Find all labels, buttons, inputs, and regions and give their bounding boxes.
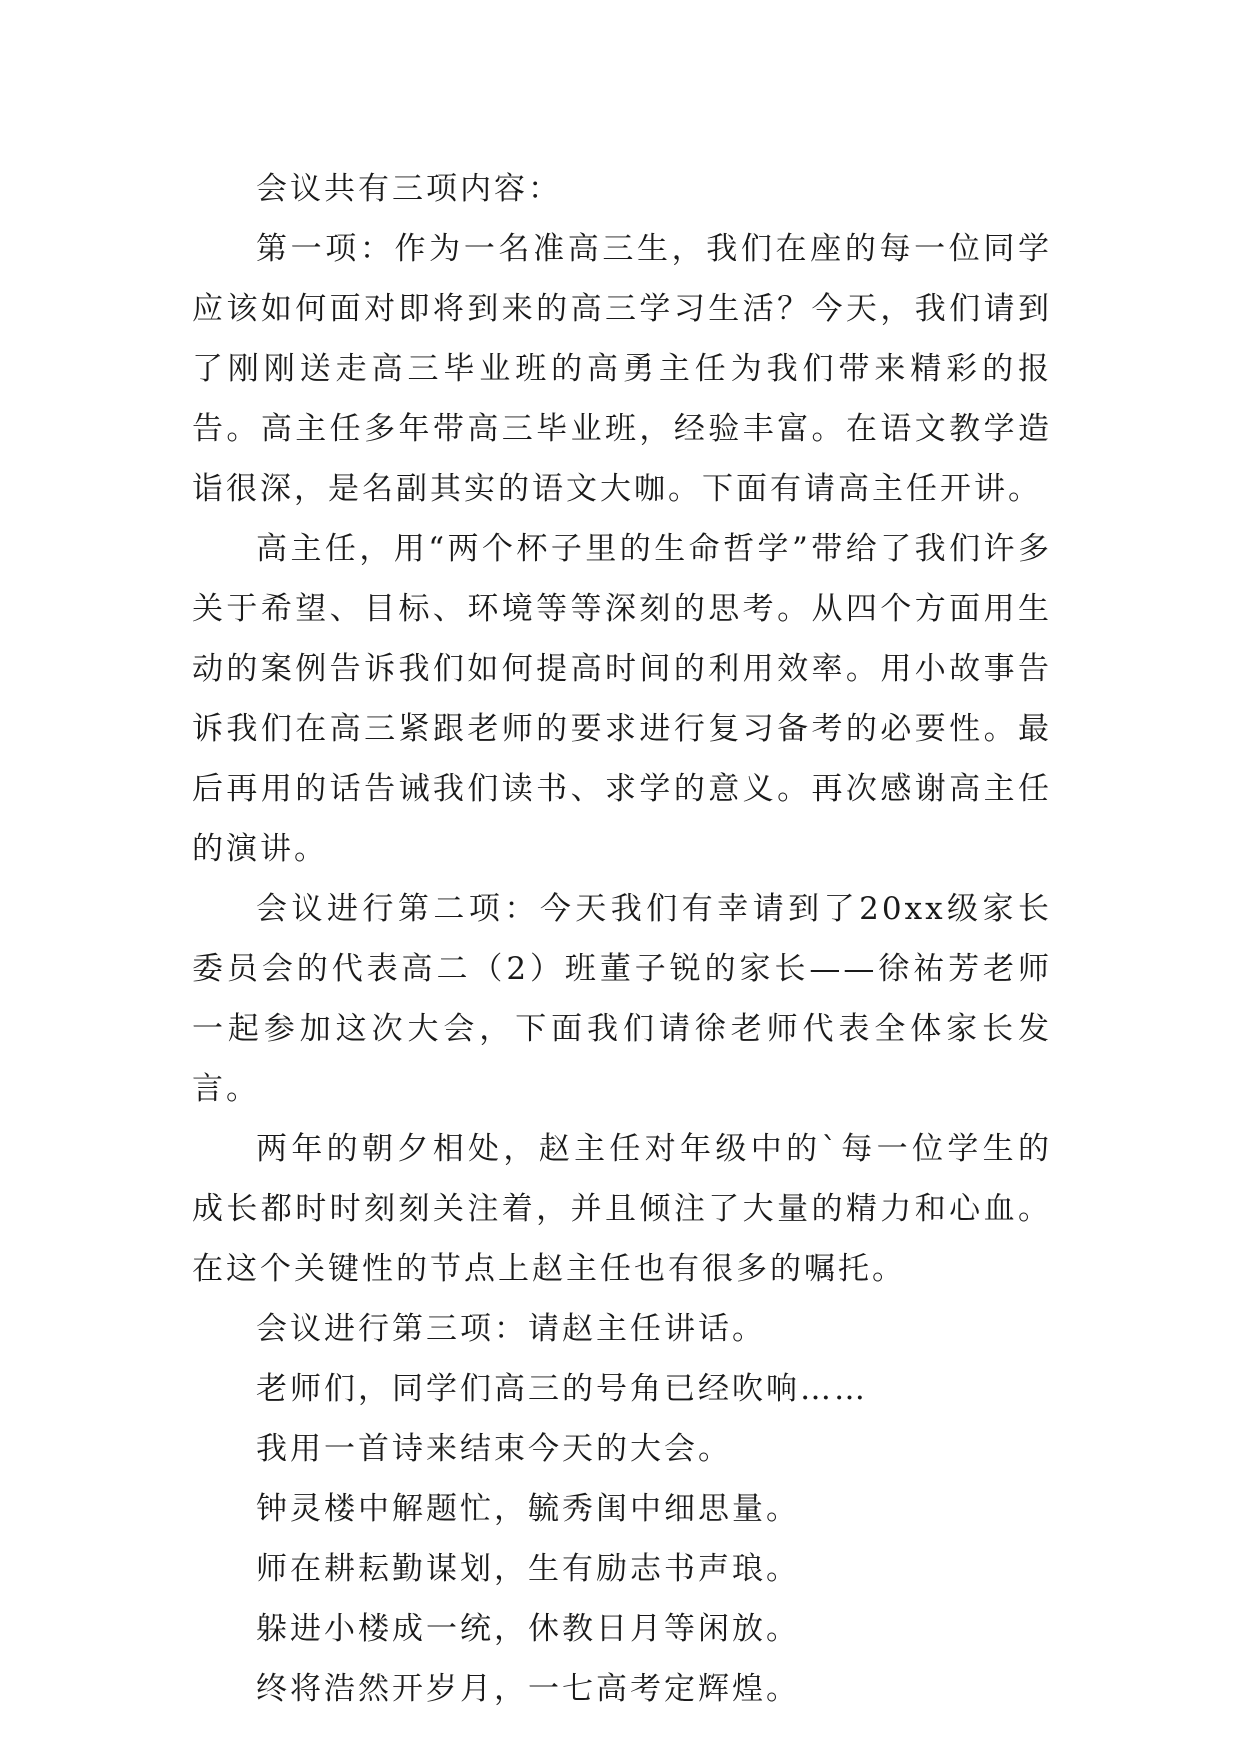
poem-line: 终将浩然开岁月，一七高考定辉煌。 <box>256 1671 800 1707</box>
paragraph-agenda-intro: 会议共有三项内容： <box>256 171 562 207</box>
paragraph-poem-intro: 我用一首诗来结束今天的大会。 <box>256 1431 732 1467</box>
document-body <box>192 159 1052 1719</box>
paragraph-bugle: 老师们，同学们高三的号角已经吹响…… <box>256 1371 868 1407</box>
paragraph-item-two: 会议进行第二项：今天我们有幸请到了20xx级家长委员会的代表高二（2）班董子锐的家长——徐祐芳老师一起参加这次大会，下面我们请徐老师代表全体家长发言。 <box>192 891 1052 1107</box>
paragraph-speech-summary: 高主任，用“两个杯子里的生命哲学”带给了我们许多关于希望、目标、环境等等深刻的思考。从四个方面用生动的案例告诉我们如何提高时间的利用效率。用小故事告诉我们在高三紧跟老师的要求进行复习备考的必要性。最后再用的话告诫我们读书、求学的意义。再次感谢高主任的演讲。 <box>192 531 1052 867</box>
poem-line: 钟灵楼中解题忙，毓秀闺中细思量。 <box>256 1491 800 1527</box>
paragraph-item-three: 会议进行第三项：请赵主任讲话。 <box>256 1311 766 1347</box>
poem-line: 师在耕耘勤谋划，生有励志书声琅。 <box>256 1551 800 1587</box>
paragraph-director-care: 两年的朝夕相处，赵主任对年级中的`每一位学生的成长都时时刻刻关注着，并且倾注了大量的精力和心血。在这个关键性的节点上赵主任也有很多的嘱托。 <box>192 1131 1052 1287</box>
paragraph-item-one: 第一项：作为一名准高三生，我们在座的每一位同学应该如何面对即将到来的高三学习生活？今天，我们请到了刚刚送走高三毕业班的高勇主任为我们带来精彩的报告。高主任多年带高三毕业班，经验丰富。在语文教学造诣很深，是名副其实的语文大咖。下面有请高主任开讲。 <box>192 231 1052 507</box>
poem-line: 躲进小楼成一统，休教日月等闲放。 <box>256 1611 800 1647</box>
